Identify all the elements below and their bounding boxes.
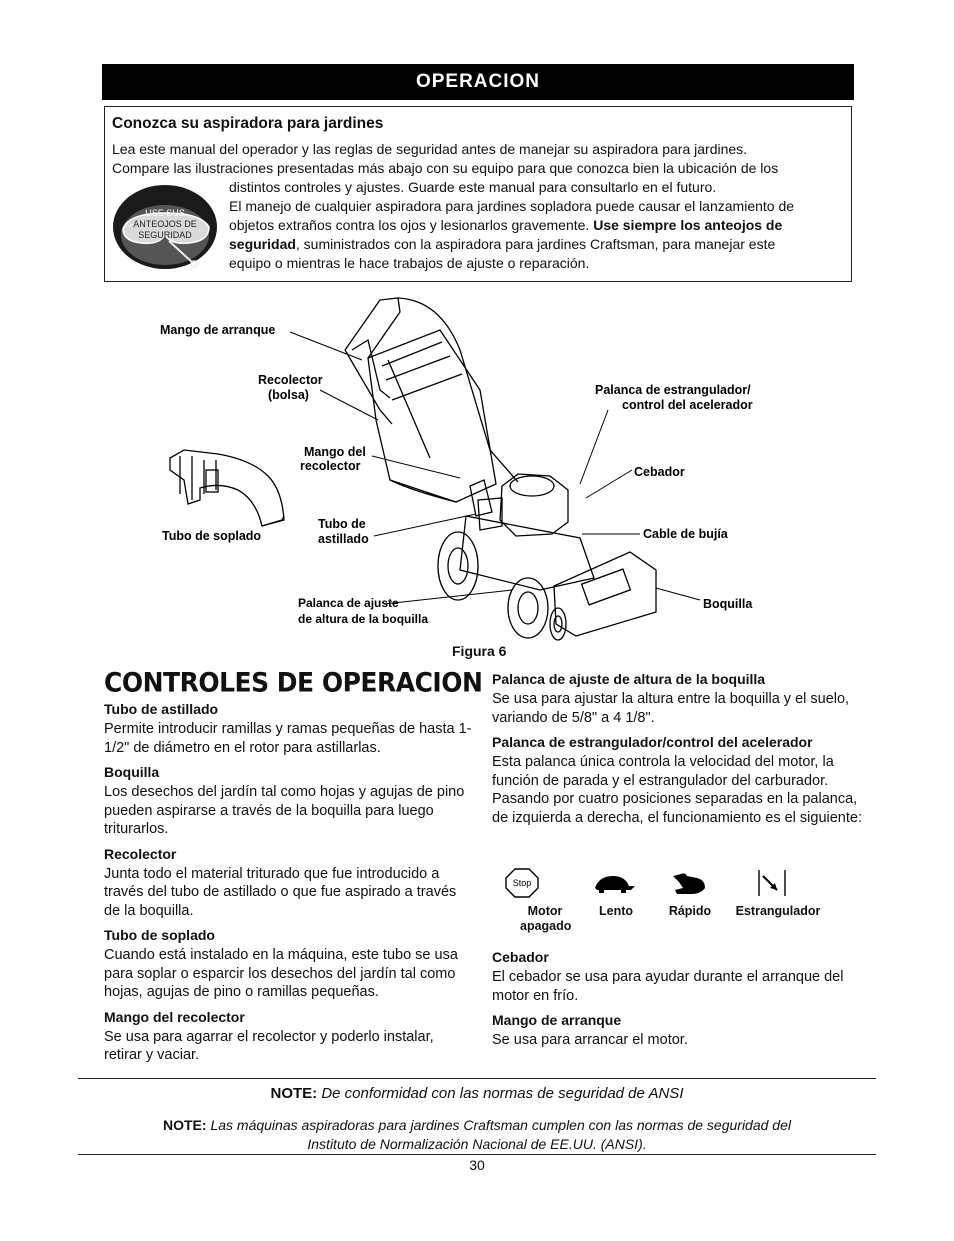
figure-caption: Figura 6 (452, 643, 507, 659)
vacuum-diagram (140, 290, 840, 650)
control-heading: Recolector (104, 845, 177, 862)
control-description: Los desechos del jardín tal como hojas y agujas de pino pueden aspirarse a través de la boquilla para luego triturarlos. (104, 784, 465, 837)
label-recolector: Recolector (258, 373, 323, 387)
intro-line: Lea este manual del operador y las reglas de seguridad antes de manejar su aspiradora para jardines. (112, 141, 748, 157)
control-heading: Tubo de soplado (104, 927, 215, 943)
label-bolsa: (bolsa) (268, 388, 309, 402)
rabbit-icon (671, 870, 707, 896)
apagado-label-text: apagado (520, 919, 572, 933)
label-boquilla: Boquilla (703, 597, 753, 611)
note-text: De conformidad con las normas de seguridad de ANSI (321, 1085, 684, 1102)
control-description: Esta palanca única controla la velocidad del motor, la función de parada y el estrangulador del carburador. Pasando por cuatro posiciones separadas en la palanca, de izquierda a derecha, el funcionamiento es el siguiente: (492, 754, 862, 826)
blower-tube-drawing (170, 450, 284, 526)
intro-box (104, 106, 852, 282)
nozzle-drawing (554, 552, 656, 636)
safety-goggles-icon (109, 183, 219, 271)
intro-line: distintos controles y ajustes. Guarde este manual para consultarlo en el futuro. (229, 179, 717, 195)
lento-label: Lento (598, 904, 634, 918)
control-heading: Cebador (492, 949, 549, 965)
label-palanca-ajuste: Palanca de ajuste (298, 596, 399, 610)
intro-title: Conozca su aspiradora para jardines (112, 115, 384, 132)
note-key: NOTE: (163, 1117, 207, 1133)
control-heading: Mango de arranque (492, 1012, 622, 1028)
chipper-tube-drawing (470, 480, 492, 516)
control-heading: Tubo de astillado (104, 701, 219, 717)
control-description: Se usa para agarrar el recolector y poderlo instalar, retirar y vaciar. (104, 1028, 434, 1063)
intro-line: equipo o mientras le hace trabajos de ajuste o reparación. (229, 255, 590, 271)
note-key: NOTE: (270, 1085, 318, 1102)
control-description: Junta todo el material triturado que fue introducido a través del tubo de astillado o que fue aspirado a través de la boquilla. (104, 865, 457, 919)
rapido-label: Rápido (668, 904, 712, 918)
control-heading: Mango del recolector (104, 1008, 245, 1025)
intro-bold-text: Use siempre los anteojos de (593, 217, 783, 233)
estrangulador-label: Estrangulador (735, 904, 821, 918)
note-text: Instituto de Normalización Nacional de EE.UU. (ANSI). (307, 1136, 647, 1152)
throttle-positions (505, 868, 825, 938)
controls-left-column (104, 700, 474, 1071)
controls-right-bottom (492, 948, 862, 1056)
label-altura-boquilla: de altura de la boquilla (298, 612, 429, 626)
goggles-text: SEGURIDAD (138, 230, 192, 240)
control-description: Se usa para arrancar el motor. (492, 1032, 688, 1048)
turtle-icon (591, 874, 637, 894)
note-text: Las máquinas aspiradoras para jardines Craftsman cumplen con las normas de seguridad del (210, 1117, 791, 1133)
controls-title: CONTROLES DE OPERACION (104, 667, 483, 698)
label-control-acelerador: control del acelerador (622, 398, 753, 412)
goggles-text: ANTEOJOS DE (133, 219, 197, 229)
label-palanca-estrangulador: Palanca de estrangulador/ (595, 383, 751, 397)
choke-icon (755, 868, 789, 898)
section-banner: OPERACION (102, 64, 854, 100)
motor-label (520, 904, 570, 934)
page-number: 30 (469, 1157, 485, 1173)
control-description: El cebador se usa para ayudar durante el arranque del motor en frío. (492, 969, 844, 1004)
label-cebador: Cebador (634, 465, 685, 479)
label-tubo-de: Tubo de (318, 517, 366, 531)
intro-line (229, 236, 775, 252)
note-ansi-heading (0, 1085, 954, 1102)
controls-right-column (492, 670, 862, 833)
stop-icon (505, 868, 539, 898)
label-recolector2: recolector (300, 459, 361, 473)
control-heading: Palanca de estrangulador/control del acelerador (492, 734, 813, 750)
intro-line (229, 217, 782, 233)
collector-bag-drawing (368, 330, 496, 502)
control-description: Permite introducir ramillas y ramas pequeñas de hasta 1-1/2" de diámetro en el rotor para astillarlas. (104, 721, 472, 756)
control-heading: Palanca de ajuste de altura de la boquilla (492, 671, 766, 687)
goggles-text: USE SUS (145, 208, 185, 218)
intro-text: objetos extraños contra los ojos y lesionarlos gravemente. (229, 217, 594, 233)
control-heading: Boquilla (104, 764, 160, 780)
intro-line: Compare las ilustraciones presentadas más abajo con su equipo para que conozca bien la ubicación de los (112, 160, 779, 176)
intro-text: , suministrados con la aspiradora para jardines Craftsman, para manejar este (295, 236, 776, 252)
label-mango-del: Mango del (304, 445, 366, 459)
divider (78, 1154, 876, 1155)
note-ansi-body (0, 1116, 954, 1154)
intro-line: El manejo de cualquier aspiradora para jardines sopladora puede causar el lanzamiento de (229, 198, 795, 214)
divider (78, 1078, 876, 1079)
control-description: Cuando está instalado en la máquina, este tubo se usa para soplar o esparcir los desechos del jardín tal como hojas, agujas de pino o ramillas pequeñas. (104, 947, 458, 1000)
control-description: Se usa para ajustar la altura entre la boquilla y el suelo, variando de 5/8" a 4 1/8". (492, 691, 850, 726)
label-cable-bujia: Cable de bujía (643, 527, 728, 541)
motor-label-text: Motor (527, 904, 563, 918)
intro-bold-text: seguridad (229, 236, 296, 252)
label-mango-arranque: Mango de arranque (160, 323, 276, 337)
stop-icon-text: Stop (512, 878, 532, 888)
label-astillado: astillado (318, 532, 369, 546)
label-tubo-soplado: Tubo de soplado (162, 529, 262, 543)
